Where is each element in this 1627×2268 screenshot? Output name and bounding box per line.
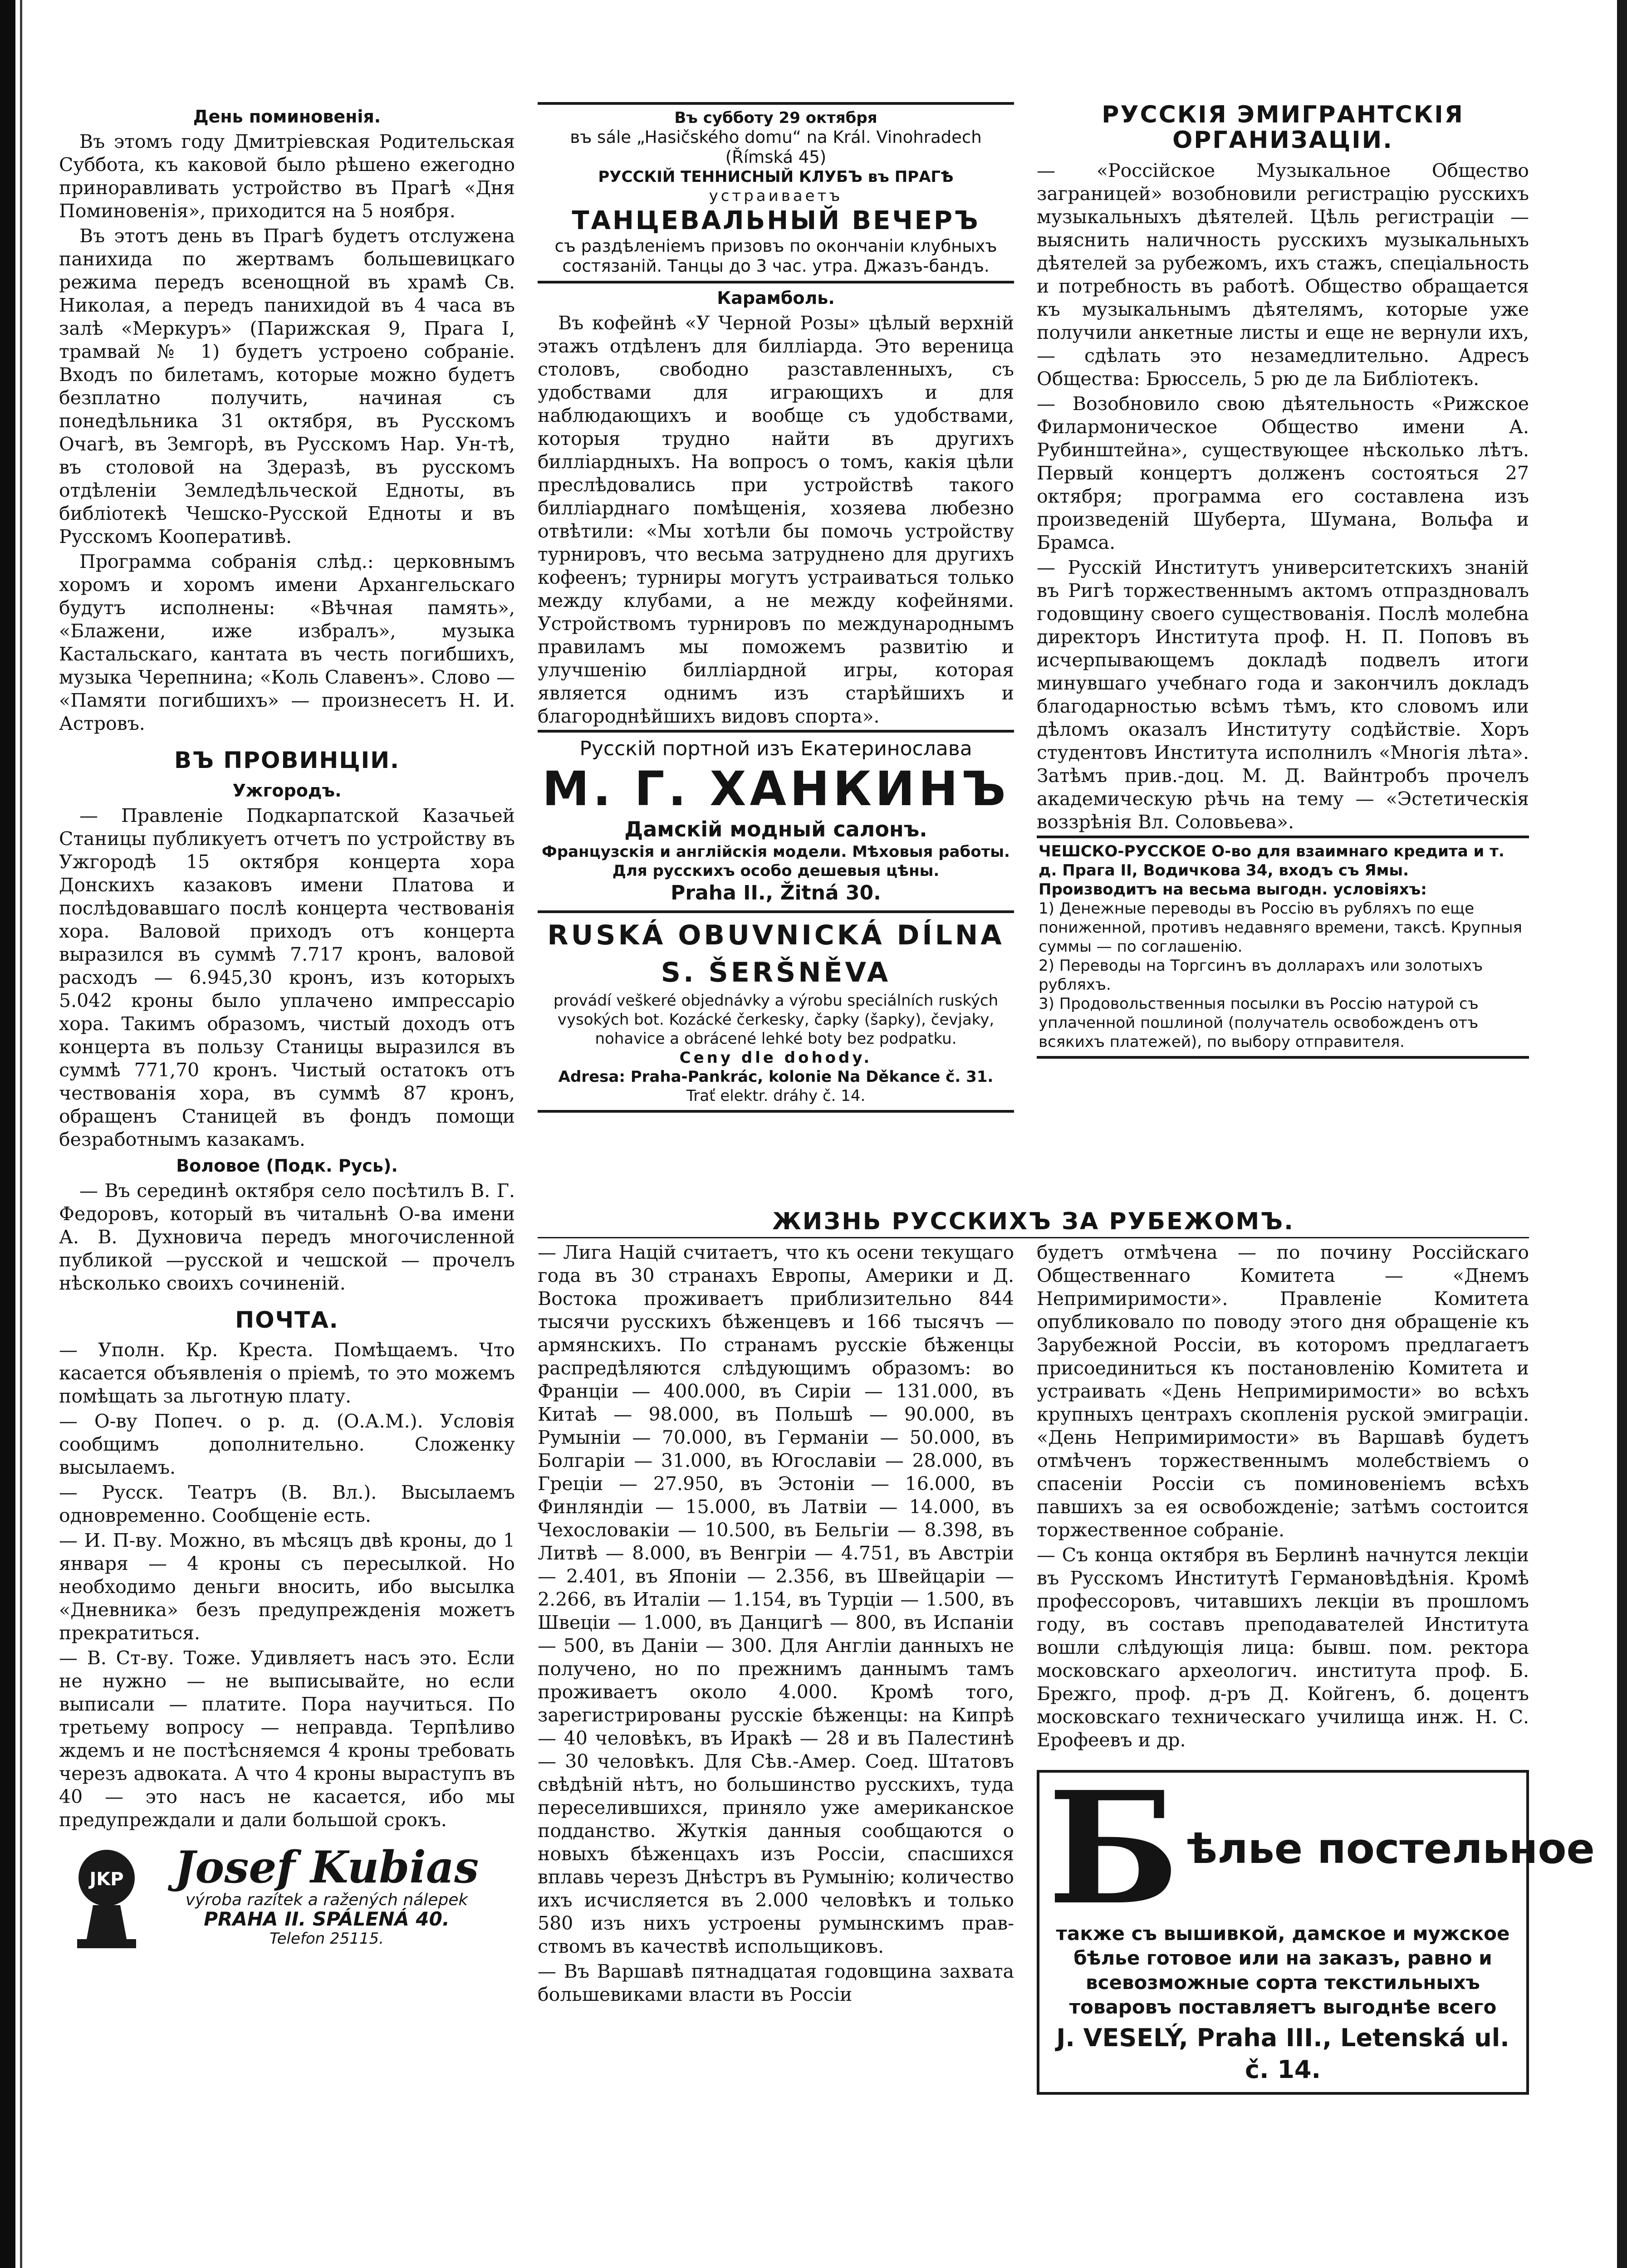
abroad-paragraph: — Лига Націй считаетъ, что къ осени текущаго года въ 30 странахъ Европы, Америки и Д. Востока проживаетъ приблизительно 844 тысячи русскихъ бѣженцевъ и 166 тысячъ — армянскихъ. По странамъ русскіе бѣженцы распредѣляются слѣдующимъ образомъ: во Франціи — 400.000, въ Сиріи — 131.000, въ Китаѣ — 98.000, въ Польшѣ — 90.000, въ Румыніи — 70.000, въ Германіи — 50.000, въ Болгаріи — 31.000, въ Югославіи — 28.000, въ Греціи — 27.950, въ Эстоніи — 16.000, въ Финляндіи — 15.000, въ Латвіи — 14.000, въ Чехословакіи — 10.500, въ Бельгіи — 8.398, въ Литвѣ — 8.000, въ Венгріи — 4.751, въ Австріи — 2.401, въ Японіи — 2.356, въ Швейцаріи — 2.266, въ Италіи — 1.154, въ Турціи — 1.500, въ Швеціи — 1.000, въ Данцигѣ — 800, въ Испаніи — 500, въ Даніи — 300. Для Англіи данныхъ не получено, но по прежнимъ даннымъ тамъ проживаетъ около 4.000. Кромѣ того, зарегистрированы русскіе бѣженцы: на Кипрѣ — 40 человѣкъ, въ Иракѣ — 28 и въ Палестинѣ — 30 человѣкъ. Для Сѣв.-Амер. Соед. Штатовъ свѣдѣній нѣтъ, но большинство русскихъ, туда переселившихся, приняло уже американское подданство. Жуткія данныя сообщаются о новыхъ бѣженцахъ изъ Россіи, спасшихся вплавь черезъ Днѣстръ въ Румынію; количество ихъ исчисляется въ 2.000 человѣкъ и только 580 изъ нихъ устроены румынскимъ прав-ствомъ въ качествѣ испольщиковъ. [538,1242,1014,1957]
scan-line-left [20,0,22,2268]
post-item: — О-ву Попеч. о р. д. (О.А.М.). Условія сообщимъ дополнительно. Сложенку высылаемъ. [59,1410,515,1478]
abroad-right-column [1037,1241,1595,2095]
stamp-ad-line1: výroba razítek a ražených nálepek [185,1891,468,1909]
shoe-ad-tram: Trať elektr. dráhy č. 14. [686,1087,866,1105]
emigrant-item: — «Россійское Музыкальное Общество заграницей» возобновили регистрацію русскихъ музыкальныхъ дѣятелей. Цѣль регистраціи — выяснить наличность русскихъ музыкальныхъ дѣятелей за рубежомъ, ихъ стажъ, спеціальность и потребность въ работѣ. Общество обращается къ музыкальнымъ дѣятелямъ, которые уже получили анкетные листы и еще не вернули ихъ, — сдѣлать это незамедлительно. Адресъ Общества: Брюссель, 5 рю де ла Библіотекъ. [1037,160,1529,390]
stamp-ad-line2: PRAHA II. SPÁLENÁ 40. [204,1908,450,1930]
emigrant-item: — Возобновило свою дѣятельность «Рижское Филармоническое Общество имени А. Рубинштейна», существующее нѣсколько лѣтъ. Первый концертъ долженъ состояться 27 октября; программа его составлена изъ произведеній Шуберта, Шумана, Вольфа и Брамса. [1037,393,1529,553]
memorial-paragraph: Программа собранія слѣд.: церковнымъ хоромъ и хоромъ имени Архангельскаго будутъ исполнены: «Вѣчная память», «Блажени, иже избралъ», музыка Кастальскаго, кантата въ честь погибшихъ, музыка Черепнина; «Коль Славенъ». Слово — «Памяти погибшихъ» — произнесетъ Н. И. Астровъ. [59,551,515,734]
memorial-paragraph: Въ этомъ году Дмитріевская Родительская Суббота, къ каковой было рѣшено ежегодно приноравливать устройство въ Прагѣ «Дня Поминовенія», приходится на 5 ноября. [59,131,515,222]
post-heading: ПОЧТА. [235,1307,339,1333]
column-right [1037,102,1529,1059]
uzhgorod-article: — Правленіе Подкарпатской Казачьей Станицы публикуетъ отчетъ по устройству въ Ужгородѣ 15 октября концерта хора Донскихъ казаковъ имени Платова и послѣдовавшаго послѣ концерта чествованія хора. Валовой приходъ отъ концерта выразился въ суммѣ 7.717 кронъ, валовой расходъ — 6.945,30 кронъ, изъ которыхъ 5.042 кроны было уплачено импрессаріо хора. Такимъ образомъ, чистый доходъ отъ концерта въ пользу Станицы выразился въ суммѣ 771,70 кронъ. Чистый остатокъ отъ чествованія хора, въ суммѣ 87 кронъ, обращенъ Станицей въ фондъ помощи безработнымъ казакамъ. [59,805,515,1150]
volovoe-heading: Воловое (Подк. Русь). [176,1156,398,1176]
linen-ad-title: ѣлье постельное [1186,1824,1595,1873]
post-item: — В. Ст-ву. Тоже. Удивляетъ насъ это. Если не нужно — не выписывайте, но если выписали — платите. Пора научиться. По третьему вопросу — неправда. Терпѣливо ждемъ и не постѣсняемся 4 кроны требовать черезъ адвоката. А что 4 кроны выраступъ въ 40 — это насъ не касается, ибо мы предупреждали и дали большой срокъ. [59,1647,515,1831]
shoe-ad-title1: RUSKÁ OBUVNICKÁ DÍLNA [547,919,1005,951]
dance-evening-ad [538,102,1014,284]
stamp-ad-name: Josef Kubias [174,1842,479,1893]
scan-border-left [0,0,15,2268]
tailor-ad-models: Французскія и англійскія модели. Мѣховыя работы. Для русскихъ особо дешевыя цѣны. [542,843,1010,880]
post-item: — Русск. Театръ (В. Вл.). Высылаемъ одновременно. Сообщеніе есть. [59,1481,515,1526]
column-left [59,102,515,1950]
volovoe-article: — Въ серединѣ октября село посѣтилъ В. Г. Федоровъ, который въ читальнѣ О-ва имени А. В. Духновича передъ многочисленной публикой —русской и чешской — прочелъ нѣсколько своихъ сочиненій. [59,1180,515,1294]
tailor-ad-address: Praha II., Žitná 30. [671,881,881,904]
tailor-ad-salon: Дамскій модный салонъ. [624,817,927,841]
bank-ad-intro: ЧЕШСКО-РУССКОЕ О-во для взаимнаго кредита и т. д. Прага II, Водичкова 34, входъ съ Ямы. [1039,842,1504,880]
dance-ad-details: съ раздѣленіемъ призовъ по окончаніи клубныхъ состязаній. Танцы до 3 час. утра. Джазъ-бандъ. [554,236,997,276]
stamp-ad-graphic [59,1842,515,1950]
shoe-ad-text: provádí veškeré objednávky a výrobu speciálních ruských vysokých bot. Kozácké čerkesky, čapky (šapky), čevjaky, nohavice a obrácené lehké boty bez podpatku. [553,992,999,1048]
tailor-ad [538,730,1014,913]
post-item: — Уполн. Кр. Креста. Помѣщаемъ. Что касается объявленія о пріемѣ, то это можемъ помѣщать за льготную плату. [59,1339,515,1407]
bank-ad-item2: 2) Переводы на Торгсинъ въ долларахъ или золотыхъ рубляхъ. [1039,957,1483,994]
stamp-monogram: JKP [89,1869,124,1890]
dance-ad-arranges: устраиваетъ [709,187,843,205]
billiard-heading: Карамболь. [717,288,835,308]
shoe-workshop-ad [538,913,1014,1113]
emigrant-organizations-heading: РУССКІЯ ЭМИГРАНТСКІЯ ОРГАНИЗАЦІИ. [1102,101,1464,154]
tailor-ad-name: М. Г. ХАНКИНЪ [542,761,1010,816]
stamp-handle-icon [86,1905,127,1941]
abroad-section [538,1208,1595,2171]
bank-ad-item1: 1) Денежные переводы въ Россію въ рубляхъ по еще пониженной, противъ недавняго времени, таксѣ. Крупныя суммы — по соглашенію. [1039,899,1522,956]
shoe-ad-title2: S. ŠERŠNĚVA [661,957,891,988]
uzhgorod-heading: Ужгородъ. [232,781,342,801]
post-item: — И. П-ву. Можно, въ мѣсяцъ двѣ кроны, до 1 января — 4 кроны съ пересылкой. Но необходимо деньги вносить, ибо высылка «Дневника» безъ предупрежденія можетъ прекратиться. [59,1530,515,1644]
dance-ad-venue2: (Římská 45) [725,147,827,167]
newspaper-page [59,101,1595,2170]
stamp-base [77,1939,136,1948]
billiard-article: Въ кофейнѣ «У Черной Розы» цѣлый верхній этажъ отдѣленъ для билліарда. Это вереница столовъ, свободно разставленныхъ, съ удобствами для играющихъ и для наблюдающихъ и вообще съ удобствами, которыя трудно найти въ другихъ билліардныхъ. На вопросъ о томъ, какія цѣли преслѣдовались при устройствѣ такого билліарднаго помѣщенія, хозяева любезно отвѣтили: «Мы хотѣли бы помочь устройству турнировъ, что весьма затруднено для другихъ кофеенъ; турниры могутъ устраиваться только между клубами, а не между кофейнями. Устройствомъ турнировъ по международнымъ правиламъ мы поможемъ развитію и улучшенію билліардной игры, которая является однимъ изъ старѣйшихъ и благороднѣйшихъ видовъ спорта». [538,312,1014,727]
dance-ad-date: Въ субботу 29 октября [674,109,877,127]
linen-ad-initial: Б [1048,1758,1180,1939]
scan-border-right [1617,0,1627,2268]
tailor-ad-intro: Русскій портной изъ Екатеринослава [579,737,972,760]
stamp-ad-line3: Telefon 25115. [270,1930,384,1948]
province-heading: ВЪ ПРОВИНЦІИ. [174,747,400,773]
dance-ad-venue: въ sále „Hasičského domu“ na Král. Vinohradech [570,127,982,147]
linen-ad-address: J. VESELÝ, Praha III., Letenská ul. č. 14. [1056,2024,1509,2084]
dance-ad-club: РУССКІЙ ТЕННИСНЫЙ КЛУБЪ въ ПРАГѢ [598,168,954,186]
kubias-stamp-ad [59,1842,515,1950]
memorial-paragraph: Въ этотъ день въ Прагѣ будетъ отслужена панихида по жертвамъ большевицкаго режима передъ всенощной въ храмѣ Св. Николая, а передъ панихидой въ 4 часа въ залѣ «Меркуръ» (Парижская 9, Прага I, трамвай № 1) будетъ устроено собраніе. Входъ по билетамъ, которые можно будетъ безплатно получить, начиная съ понедѣльника 31 октября, въ Русскомъ Очагѣ, въ Земгорѣ, въ Русскомъ Нар. Ун-тѣ, въ столовой на Здеразѣ, въ русскомъ отдѣленіи Земледѣльческой Едноты, въ библіотекѣ Чешско-Русской Едноты и въ Русскомъ Кооперативѣ. [59,225,515,547]
emigrant-item: — Русскій Институтъ университетскихъ знаній въ Ригѣ торжественнымъ актомъ отпраздновалъ годовщину своего существованія. Послѣ молебна директоръ Института проф. Н. П. Поповъ въ исчерпывающемъ докладѣ подвелъ итоги минувшаго учебнаго года и закончилъ докладъ благодарностью всѣмъ тѣмъ, кто словомъ или дѣломъ оказалъ Институту содѣйствіе. Хоръ студентовъ Института исполнилъ «Многія лѣта». Затѣмъ прив.-доц. М. Д. Вайнтробъ прочелъ академическую рѣчь на тему — «Эстетическія воззрѣнія Вл. Соловьева». [1037,557,1529,833]
column-middle [538,102,1014,1113]
abroad-heading: ЖИЗНЬ РУССКИХЪ ЗА РУБЕЖОМЪ. [772,1208,1294,1235]
shoe-ad-address: Adresa: Praha-Pankrác, kolonie Na Děkance č. 31. [558,1068,994,1086]
memorial-heading: День поминовенія. [193,107,381,127]
bank-ad-item3: 3) Продовольственныя посылки въ Россію натурой съ уплаченной пошлиной (получатель освобожденъ отъ всякихъ платежей), по выбору отправителя. [1039,995,1479,1051]
linen-ad-text: также съ вышивкой, дамское и мужское бѣлье готовое или на заказъ, равно и всевозможные сорта текстильныхъ товаровъ поставляетъ выгоднѣе всего [1056,1922,1510,2018]
linen-ad [1037,1758,1595,2095]
credit-society-ad [1037,836,1529,1059]
abroad-paragraph: — Съ конца октября въ Берлинѣ начнутся лекціи въ Русскомъ Институтѣ Германовѣдѣнія. Кромѣ профессоровъ, читавшихъ лекціи въ прошломъ году, въ составъ преподавателей Института вошли слѣдующія лица: бывш. пом. ректора московскаго археологич. института проф. Б. Брежго, проф. д-ръ Д. Койгенъ, б. доцентъ московскаго техническаго училища инж. Н. С. Ерофеевъ и др. [1037,1544,1529,1751]
abroad-paragraph: будетъ отмѣчена — по почину Россійскаго Общественнаго Комитета — «Днемъ Непримиримости». Правленіе Комитета опубликовало по поводу этого дня обращеніе къ Зарубежной Россіи, въ которомъ предлагаетъ присоединиться къ постановленію Комитета и устраивать «День Непримиримости» во всѣхъ крупныхъ центрахъ скопленія руской эмиграціи. «День Непримиримости» въ Варшавѣ будетъ отмѣченъ торжественнымъ молебствіемъ о спасеніи Россіи съ поминовеніемъ всѣхъ павшихъ за ея освобожденіе; затѣмъ состоится торжественное собраніе. [1037,1242,1529,1541]
abroad-paragraph: — Въ Варшавѣ пятнадцатая годовщина захвата большевиками власти въ Россіи [538,1960,1014,2005]
shoe-ad-prices: Ceny dle dohody. [679,1049,872,1067]
abroad-left-column [538,1241,1014,2008]
dance-ad-event: ТАНЦЕВАЛЬНЫЙ ВЕЧЕРЪ [572,206,980,235]
bank-ad-lead: Производитъ на весьма выгодн. условіяхъ: [1039,880,1427,899]
